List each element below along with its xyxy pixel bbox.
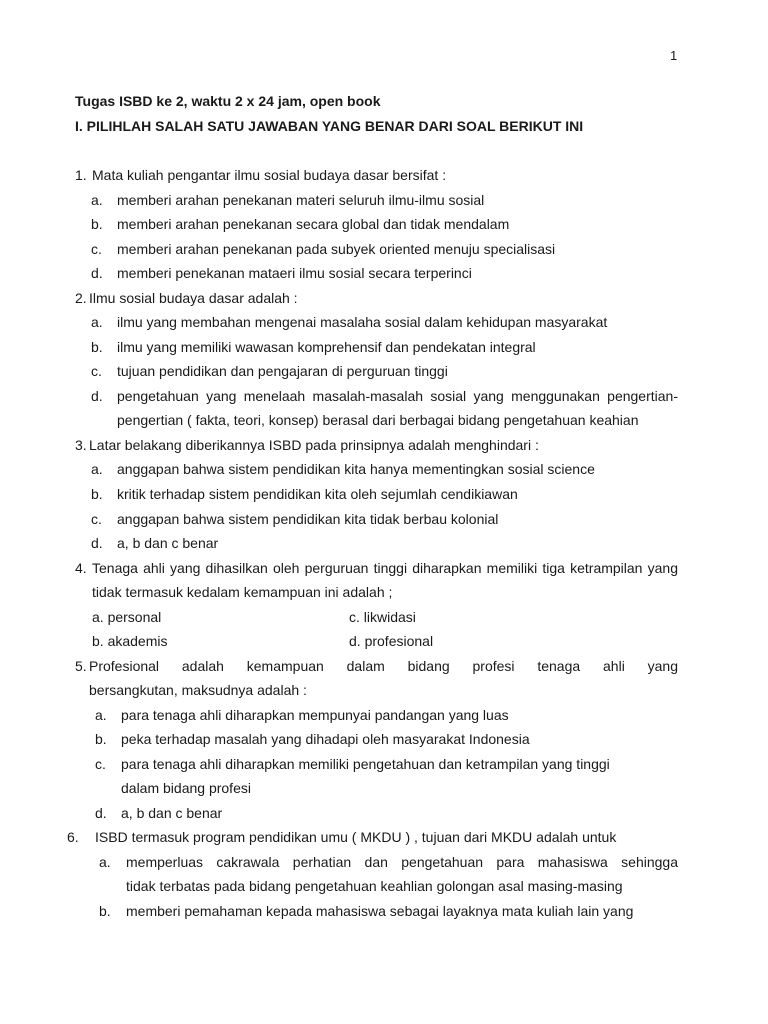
question-2-text: Ilmu sosial budaya dasar adalah : [89, 290, 298, 306]
question-4-text-cont: tidak termasuk kedalam kemampuan ini adalah ; [92, 584, 393, 600]
q2-option-d-letter: d. [91, 388, 103, 404]
question-6-text: ISBD termasuk program pendidikan umu ( MKDU ) , tujuan dari MKDU adalah untuk [95, 829, 617, 845]
question-5-number: 5. [75, 658, 87, 674]
q1-option-a-letter: a. [91, 192, 103, 208]
q6-option-a-letter: a. [99, 854, 111, 870]
q1-option-b-letter: b. [91, 216, 103, 232]
q5-option-c-text: para tenaga ahli diharapkan memiliki pengetahuan dan ketrampilan yang tinggi [121, 756, 610, 772]
q3-option-a-letter: a. [91, 461, 103, 477]
q2-option-a-letter: a. [91, 314, 103, 330]
q6-option-a-text-cont: tidak terbatas pada bidang pengetahuan keahlian golongan asal masing-masing [126, 878, 623, 894]
q5-option-b-letter: b. [95, 731, 107, 747]
q5-option-c-text-cont: dalam bidang profesi [121, 780, 251, 796]
q2-option-c-letter: c. [91, 363, 102, 379]
question-5-text-cont: bersangkutan, maksudnya adalah : [89, 682, 307, 698]
q2-option-d-text-cont: pengertian ( fakta, teori, konsep) berasal dari berbagai bidang pengetahuan keahian [117, 412, 639, 428]
q5-option-a-text: para tenaga ahli diharapkan mempunyai pandangan yang luas [121, 707, 509, 723]
q5-option-c-letter: c. [95, 756, 106, 772]
q3-option-d-text: a, b dan c benar [117, 535, 219, 551]
question-4-text: Tenaga ahli yang dihasilkan oleh perguruan tinggi diharapkan memiliki tiga ketrampilan yang [92, 560, 678, 576]
assignment-title: Tugas ISBD ke 2, waktu 2 x 24 jam, open book [75, 93, 381, 109]
question-3-number: 3. [75, 437, 87, 453]
q1-option-c-text: memberi arahan penekanan pada subyek oriented menuju specialisasi [117, 241, 556, 257]
question-1-number: 1. [75, 167, 87, 183]
question-1-text: Mata kuliah pengantar ilmu sosial budaya dasar bersifat : [92, 167, 447, 183]
q6-option-a-text: memperluas cakrawala perhatian dan pengetahuan para mahasiswa sehingga [126, 854, 678, 870]
q2-option-b-letter: b. [91, 339, 103, 355]
q3-option-d-letter: d. [91, 535, 103, 551]
q2-option-b-text: ilmu yang memiliki wawasan komprehensif dan pendekatan integral [117, 339, 536, 355]
section-instruction: I. PILIHLAH SALAH SATU JAWABAN YANG BENAR DARI SOAL BERIKUT INI [75, 118, 584, 134]
q3-option-c-letter: c. [91, 511, 102, 527]
q1-option-d-text: memberi penekanan mataeri ilmu sosial secara terperinci [117, 265, 472, 281]
q2-option-a-text: ilmu yang membahan mengenai masalaha sosial dalam kehidupan masyarakat [117, 314, 608, 330]
q4-option-d: d. profesional [349, 633, 434, 649]
q1-option-d-letter: d. [91, 265, 103, 281]
q3-option-b-letter: b. [91, 486, 103, 502]
q3-option-c-text: anggapan bahwa sistem pendidikan kita tidak berbau kolonial [117, 511, 499, 527]
q5-option-a-letter: a. [95, 707, 107, 723]
q1-option-a-text: memberi arahan penekanan materi seluruh ilmu-ilmu sosial [117, 192, 485, 208]
question-3-text: Latar belakang diberikannya ISBD pada prinsipnya adalah menghindari : [89, 437, 539, 453]
q5-option-d-letter: d. [95, 805, 107, 821]
question-2-number: 2. [75, 290, 87, 306]
q6-option-b-text: memberi pemahaman kepada mahasiswa sebagai layaknya mata kuliah lain yang [126, 903, 634, 919]
q4-option-b: b. akademis [92, 633, 168, 649]
q2-option-c-text: tujuan pendidikan dan pengajaran di perguruan tinggi [117, 363, 448, 379]
q2-option-d-text: pengetahuan yang menelaah masalah-masalah sosial yang menggunakan pengertian- [117, 388, 678, 404]
q3-option-b-text: kritik terhadap sistem pendidikan kita oleh sejumlah cendikiawan [117, 486, 518, 502]
page-number: 1 [670, 48, 678, 63]
q5-option-d-text: a, b dan c benar [121, 805, 223, 821]
q5-option-b-text: peka terhadap masalah yang dihadapi oleh masyarakat Indonesia [121, 731, 530, 747]
question-4-number: 4. [75, 560, 87, 576]
q4-option-c: c. likwidasi [349, 609, 416, 625]
q1-option-b-text: memberi arahan penekanan secara global dan tidak mendalam [117, 216, 510, 232]
q1-option-c-letter: c. [91, 241, 102, 257]
question-6-number: 6. [67, 829, 79, 845]
q4-option-a: a. personal [92, 609, 162, 625]
q3-option-a-text: anggapan bahwa sistem pendidikan kita hanya mementingkan sosial science [117, 461, 595, 477]
question-5-text: Profesional adalah kemampuan dalam bidang profesi tenaga ahli yang [89, 658, 678, 674]
q6-option-b-letter: b. [99, 903, 111, 919]
